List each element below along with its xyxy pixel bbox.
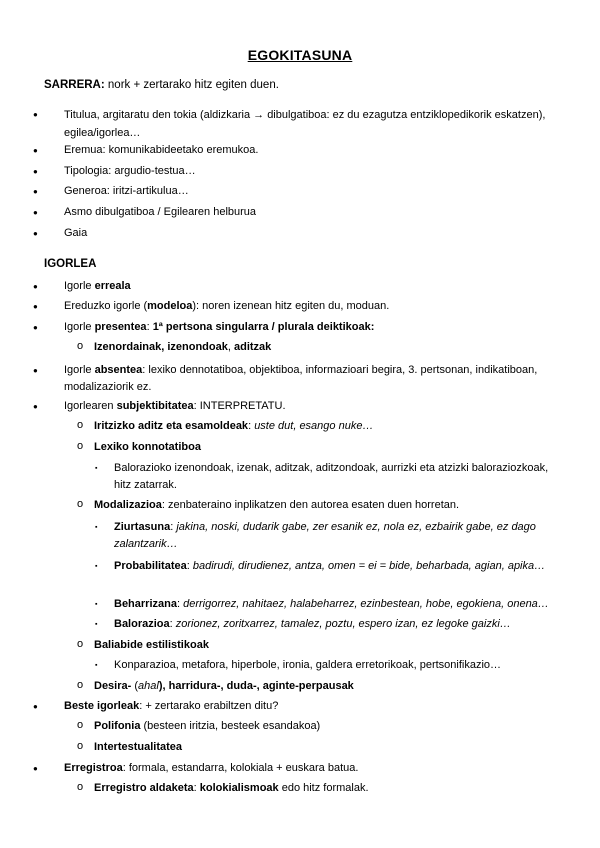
square-icon: ▪	[95, 563, 98, 570]
circle-icon: o	[77, 340, 84, 352]
sarrera-item-titulua: ● Titulua, argitaratu den tokia (aldizkaria → dibulgatiboa: ez du ezagutza entziklopedikorik eskatzen), egilea/igorlea…	[64, 106, 560, 142]
circle-icon: o	[77, 419, 84, 431]
bullet-icon: ●	[33, 110, 38, 119]
circle-icon: o	[77, 781, 84, 793]
circle-icon: o	[77, 440, 84, 452]
square-icon: ▪	[95, 601, 98, 608]
circle-icon: o	[77, 740, 84, 752]
circle-icon: o	[77, 719, 84, 731]
bullet-icon: ●	[33, 323, 38, 332]
bullet-icon: ●	[33, 208, 38, 217]
subjektibitatea-sub-desira: o Desira- (ahal), harridura-, duda-, aginte-perpausak	[77, 679, 354, 692]
circle-icon: o	[77, 498, 84, 510]
bullet-icon: ●	[33, 764, 38, 773]
subjektibitatea-sub-baliabide: o Baliabide estilistikoak	[77, 638, 209, 651]
modalizazioa-beharrizana: ▪ Beharrizana: derrigorrez, nahitaez, halabeharrez, ezinbestean, hobe, egokiena, onena…	[95, 598, 549, 610]
modalizazioa-ziurtasuna: ▪ Ziurtasuna: jakina, noski, dudarik gabe, zer esanik ez, nola ez, ezbairik gabe, ez dago zalantzarik…	[95, 521, 536, 550]
igorlea-item-absentea: ● Igorle absentea: lexiko dennotatiboa, objektiboa, informazioari begira, 3. pertsonan, indikatiboan, modalizaziorik ez.	[33, 364, 538, 393]
subjektibitatea-sub-modalizazioa: o Modalizazioa: zenbateraino inplikatzen den autorea esaten duen horretan.	[77, 498, 460, 511]
beste-sub-intertestualitatea: o Intertestualitatea	[77, 740, 183, 753]
erregistroa-item: ● Erregistroa: formala, estandarra, kolokiala + euskara batua.	[33, 762, 359, 774]
igorlea-heading: IGORLEA	[44, 258, 97, 270]
subjektibitatea-sub-konnotatiboa: o Lexiko konnotatiboa	[77, 440, 201, 453]
square-icon: ▪	[95, 524, 98, 531]
circle-icon: o	[77, 679, 84, 691]
igorlea-item-presentea: ● Igorle presentea: 1ª pertsona singularra / plurala deiktikoak:	[33, 321, 375, 333]
igorlea-sub-izenordainak: o Izenordainak, izenondoak, aditzak	[77, 340, 272, 353]
sarrera-item-generoa: ● Generoa: iritzi-artikulua…	[33, 185, 189, 197]
bullet-icon: ●	[33, 229, 38, 238]
bullet-icon: ●	[33, 366, 38, 375]
sarrera-item-tipologia: ● Tipologia: argudio-testua…	[33, 165, 196, 177]
konnotatiboa-detail: ▪ Balorazioko izenondoak, izenak, aditzak, aditzondoak, aurrizki eta atzizki baloraziozkoak, hitz zatarrak.	[95, 462, 549, 491]
bullet-icon: ●	[33, 146, 38, 155]
beste-igorleak-item: ● Beste igorleak: + zertarako erabiltzen ditu?	[33, 700, 279, 712]
bullet-icon: ●	[33, 402, 38, 411]
sarrera-item-gaia: ● Gaia	[33, 227, 88, 239]
bullet-icon: ●	[33, 167, 38, 176]
sarrera-item-eremua: ● Eremua: komunikabideetako eremukoa.	[33, 144, 259, 156]
sarrera-label: SARRERA:	[44, 79, 105, 91]
sarrera-text: nork + zertarako hitz egiten duen.	[104, 79, 279, 91]
subjektibitatea-sub-iritzizko: o Iritzizko aditz eta esamoldeak: uste dut, esango nuke…	[77, 419, 374, 432]
igorlea-item-eredu: ● Ereduzko igorle (modeloa): noren izenean hitz egiten du, moduan.	[33, 300, 390, 312]
page-title: EGOKITASUNA	[247, 47, 353, 63]
beste-sub-polifonia: o Polifonia (besteen iritzia, besteek esandakoa)	[77, 719, 321, 732]
circle-icon: o	[77, 638, 84, 650]
modalizazioa-probabilitatea: ▪ Probabilitatea: badirudi, dirudienez, antza, omen = ei = bide, beharbada, agian, apika…	[114, 558, 560, 575]
bullet-icon: ●	[33, 302, 38, 311]
bullet-icon: ●	[33, 702, 38, 711]
bullet-icon: ●	[33, 282, 38, 291]
modalizazioa-balorazioa: ▪ Balorazioa: zorionez, zoritxarrez, tamalez, poztu, espero izan, ez legoke gaizki…	[95, 618, 511, 630]
square-icon: ▪	[95, 465, 98, 472]
bullet-icon: ●	[33, 187, 38, 196]
baliabide-detail: ▪ Konparazioa, metafora, hiperbole, ironia, galdera erretorikoak, pertsonifikazio…	[95, 659, 502, 671]
erregistroa-sub-aldaketa: o Erregistro aldaketa: kolokialismoak edo hitz formalak.	[77, 781, 369, 794]
sarrera-item-asmo: ● Asmo dibulgatiboa / Egilearen helburua	[33, 206, 257, 218]
square-icon: ▪	[95, 621, 98, 628]
square-icon: ▪	[95, 662, 98, 669]
igorlea-item-subjektibitatea: ● Igorlearen subjektibitatea: INTERPRETATU.	[33, 400, 286, 412]
igorlea-item-erreala: ● Igorle erreala	[33, 280, 131, 292]
sarrera-line	[44, 78, 279, 93]
